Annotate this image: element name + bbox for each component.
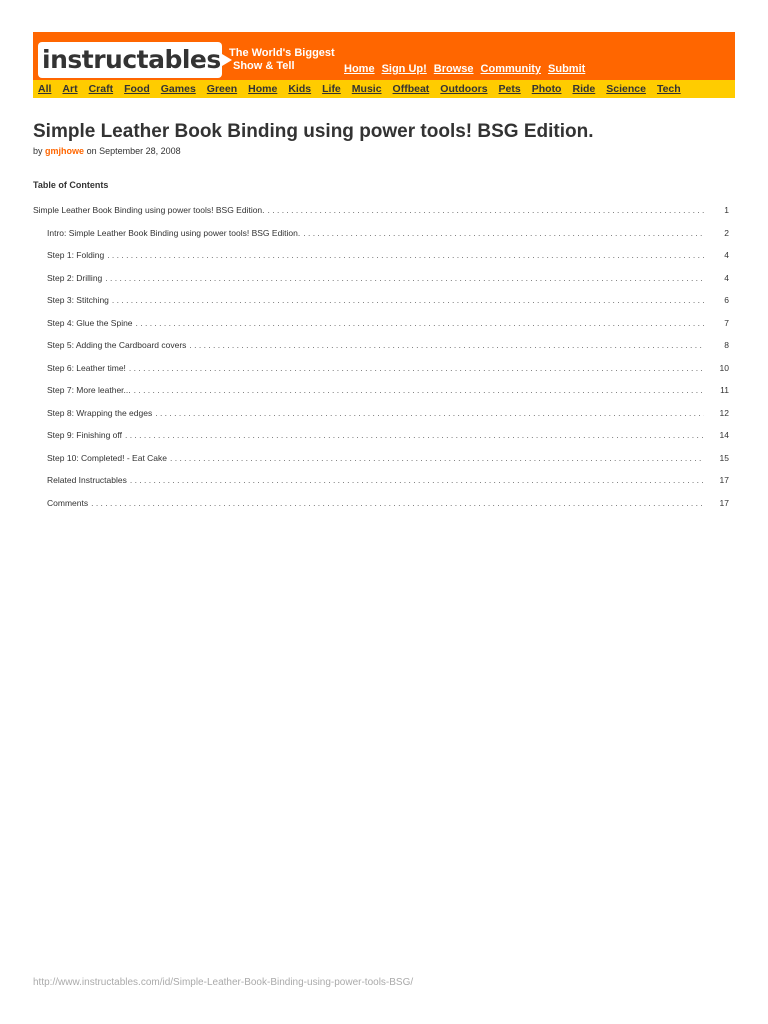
page-title: Simple Leather Book Binding using power tools! BSG Edition.	[33, 121, 594, 142]
toc-entry[interactable]	[33, 430, 729, 453]
toc-entry-label: Step 9: Finishing off	[47, 430, 122, 440]
tagline-line-1: The World's Biggest	[229, 47, 335, 59]
toc-entry-label: Step 6: Leather time!	[47, 362, 126, 373]
toc-dot-leader	[136, 318, 704, 328]
category-games[interactable]: Games	[160, 83, 196, 95]
toc-dot-leader	[107, 250, 704, 260]
toc-entry-label: Intro: Simple Leather Book Binding using power tools! BSG Edition.	[47, 227, 301, 238]
site-header-banner	[33, 32, 735, 98]
toc-entry[interactable]	[33, 408, 729, 431]
category-life[interactable]: Life	[322, 83, 341, 95]
table-of-contents	[33, 205, 729, 520]
top-nav-sign-up[interactable]: Sign Up!	[381, 63, 427, 75]
toc-dot-leader	[189, 340, 704, 350]
category-art[interactable]: Art	[62, 83, 78, 95]
toc-entry-label: Step 8: Wrapping the edges	[47, 407, 153, 418]
toc-dot-leader	[129, 363, 704, 373]
category-music[interactable]: Music	[351, 83, 382, 95]
top-nav-submit[interactable]: Submit	[548, 63, 586, 75]
toc-entry[interactable]	[33, 205, 729, 228]
toc-dot-leader	[91, 498, 704, 508]
toc-entry-page: 14	[719, 430, 729, 440]
toc-entry-label: Step 5: Adding the Cardboard covers	[47, 340, 187, 350]
byline-date: on September 28, 2008	[86, 146, 181, 156]
toc-dot-leader	[268, 205, 704, 215]
toc-entry-page: 1	[724, 205, 729, 215]
author-link[interactable]: gmjhowe	[45, 146, 85, 156]
toc-entry[interactable]	[33, 385, 729, 408]
toc-entry[interactable]	[33, 340, 729, 363]
toc-entry-label: Step 7: More leather...	[47, 385, 131, 395]
toc-entry-label: Step 1: Folding	[47, 250, 105, 260]
category-tech[interactable]: Tech	[656, 83, 681, 95]
toc-heading: Table of Contents	[33, 180, 109, 190]
toc-entry[interactable]	[33, 295, 729, 318]
toc-entry[interactable]	[33, 250, 729, 273]
toc-dot-leader	[112, 295, 704, 305]
category-food[interactable]: Food	[124, 83, 150, 95]
toc-dot-leader	[155, 408, 704, 418]
toc-entry-page: 2	[724, 227, 729, 238]
category-outdoors[interactable]: Outdoors	[440, 83, 488, 95]
category-bar	[33, 80, 735, 98]
top-nav-community[interactable]: Community	[480, 63, 542, 75]
toc-entry[interactable]	[33, 318, 729, 341]
toc-entry-page: 4	[724, 272, 729, 283]
top-nav-browse[interactable]: Browse	[433, 63, 474, 75]
byline-by: by	[33, 146, 43, 156]
toc-entry-page: 15	[719, 452, 729, 463]
toc-entry[interactable]	[33, 475, 729, 498]
toc-dot-leader	[170, 453, 704, 463]
tagline-line-2: Show & Tell	[233, 60, 295, 72]
toc-entry-page: 17	[719, 497, 729, 508]
toc-entry-label: Step 10: Completed! - Eat Cake	[47, 452, 168, 463]
toc-entry-label: Simple Leather Book Binding using power tools! BSG Edition.	[33, 205, 265, 215]
category-pets[interactable]: Pets	[498, 83, 521, 95]
toc-entry-page: 4	[724, 250, 729, 260]
toc-entry-label: Step 3: Stitching	[47, 295, 109, 305]
top-nav-home[interactable]: Home	[344, 63, 375, 75]
toc-entry-page: 7	[724, 317, 729, 328]
toc-entry-label: Related Instructables	[47, 475, 127, 485]
toc-entry-page: 8	[724, 340, 729, 350]
toc-dot-leader	[105, 273, 704, 283]
category-science[interactable]: Science	[606, 83, 646, 95]
category-navigation	[38, 82, 681, 96]
toc-entry-page: 6	[724, 295, 729, 305]
footer-url[interactable]: http://www.instructables.com/id/Simple-Leather-Book-Binding-using-power-tools-BSG/	[33, 977, 414, 988]
category-photo[interactable]: Photo	[531, 83, 562, 95]
instructables-logo[interactable]	[38, 42, 222, 78]
toc-entry[interactable]	[33, 498, 729, 521]
toc-entry-label: Comments	[47, 497, 89, 508]
toc-entry-page: 11	[720, 385, 729, 395]
toc-entry-page: 10	[719, 362, 729, 373]
toc-dot-leader	[303, 228, 704, 238]
toc-entry-label: Step 4: Glue the Spine	[47, 317, 133, 328]
category-craft[interactable]: Craft	[88, 83, 114, 95]
toc-entry[interactable]	[33, 453, 729, 476]
toc-entry-page: 12	[719, 407, 729, 418]
category-ride[interactable]: Ride	[572, 83, 596, 95]
toc-dot-leader	[134, 385, 704, 395]
toc-entry[interactable]	[33, 228, 729, 251]
logo-text: instructables	[42, 45, 221, 74]
toc-dot-leader	[125, 430, 704, 440]
category-green[interactable]: Green	[206, 83, 238, 95]
toc-entry-page: 17	[719, 475, 729, 485]
byline	[33, 145, 181, 157]
toc-entry[interactable]	[33, 363, 729, 386]
top-navigation	[344, 62, 585, 76]
category-home[interactable]: Home	[248, 83, 278, 95]
category-offbeat[interactable]: Offbeat	[392, 83, 430, 95]
toc-dot-leader	[130, 475, 704, 485]
toc-entry-label: Step 2: Drilling	[47, 272, 103, 283]
category-all[interactable]: All	[38, 83, 52, 95]
toc-entry[interactable]	[33, 273, 729, 296]
category-kids[interactable]: Kids	[288, 83, 312, 95]
tagline	[229, 47, 335, 73]
